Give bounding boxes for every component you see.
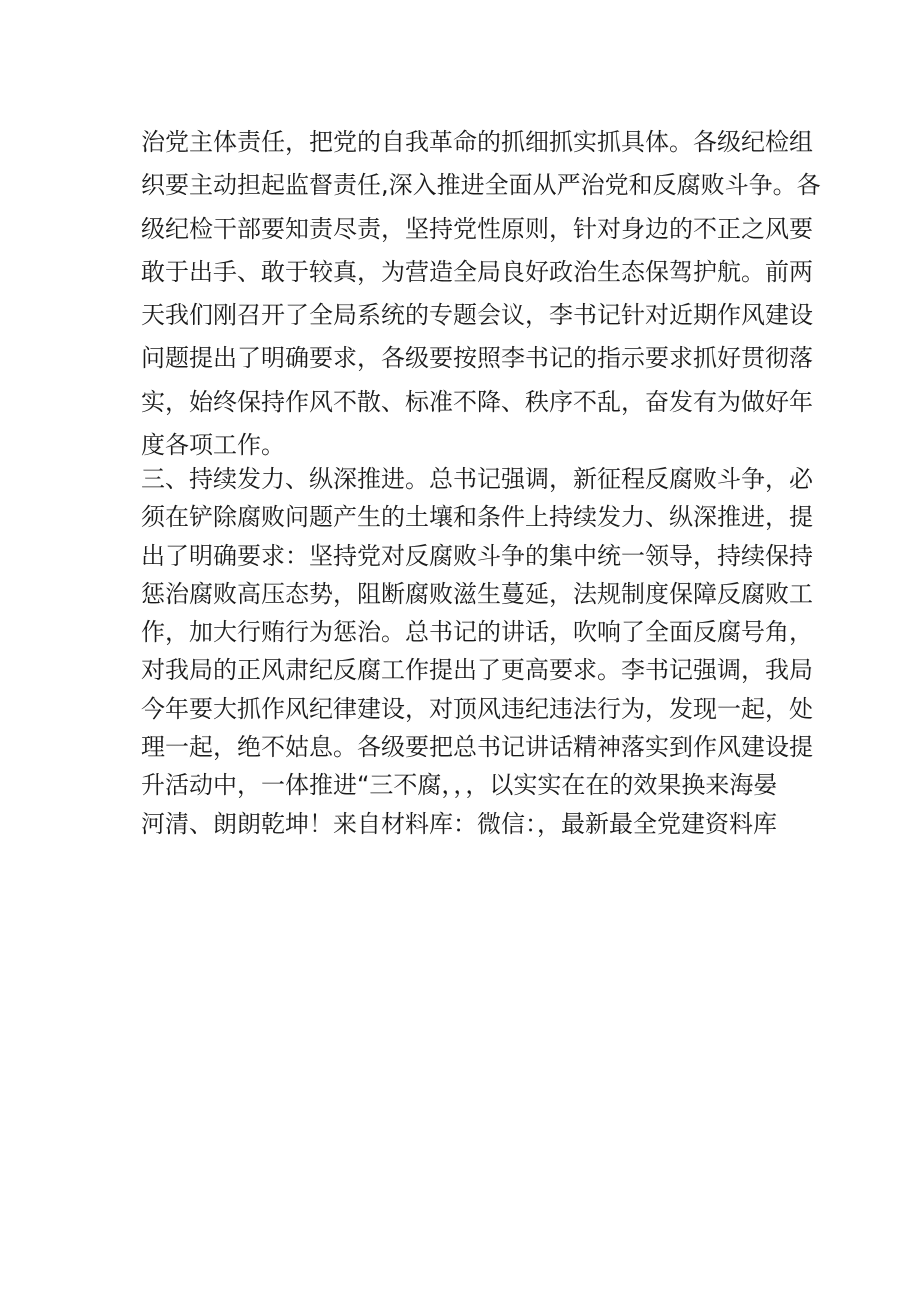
text-line: 出了明确要求：坚持党对反腐败斗争的集中统一领导，持续保持: [141, 541, 813, 570]
text-line: 问题提出了明确要求，各级要按照李书记的指示要求抓好贯彻落: [141, 344, 813, 373]
text-line: 今年要大抓作风纪律建设，对顶风违纪违法行为，发现一起，处: [141, 694, 813, 723]
paragraph-responsibility: [141, 121, 821, 467]
text-line: 须在铲除腐败问题产生的土壤和条件上持续发力、纵深推进，提: [141, 503, 813, 532]
text-line: 对我局的正风肃纪反腐工作提出了更高要求。李书记强调，我局: [141, 656, 813, 685]
text-line: 作，加大行贿行为惩治。总书记的讲话，吹响了全面反腐号角，: [141, 618, 813, 647]
text-line: 级纪检干部要知责尽责，坚持党性原则，针对身边的不正之风要: [141, 214, 813, 243]
text-line: 织要主动担起监督责任,深入推进全面从严治党和反腐败斗争。各: [141, 171, 821, 200]
text-line: 天我们刚召开了全局系统的专题会议，李书记针对近期作风建设: [141, 301, 813, 330]
paragraph-section-three: [141, 460, 813, 843]
text-line: 升活动中，一体推进“三不腐，，，以实实在在的效果换来海晏: [141, 771, 778, 800]
text-line: 实，始终保持作风不散、标准不降、秩序不乱，奋发有为做好年: [141, 387, 813, 416]
text-line: 治党主体责任，把党的自我革命的抓细抓实抓具体。各级纪检组: [141, 128, 813, 156]
text-line: 度各项工作。: [141, 431, 285, 460]
text-line: 理一起，绝不姑息。各级要把总书记讲话精神落实到作风建设提: [141, 733, 813, 762]
text-line: 河清、朗朗乾坤！来自材料库：微信：，最新最全党建资料库: [141, 809, 777, 838]
text-line: 惩治腐败高压态势，阻断腐败滋生蔓延，法规制度保障反腐败工: [141, 579, 813, 608]
text-line: 敢于出手、敢于较真，为营造全局良好政治生态保驾护航。前两: [141, 257, 813, 286]
text-line: 三、持续发力、纵深推进。总书记强调，新征程反腐败斗争，必: [141, 465, 813, 493]
